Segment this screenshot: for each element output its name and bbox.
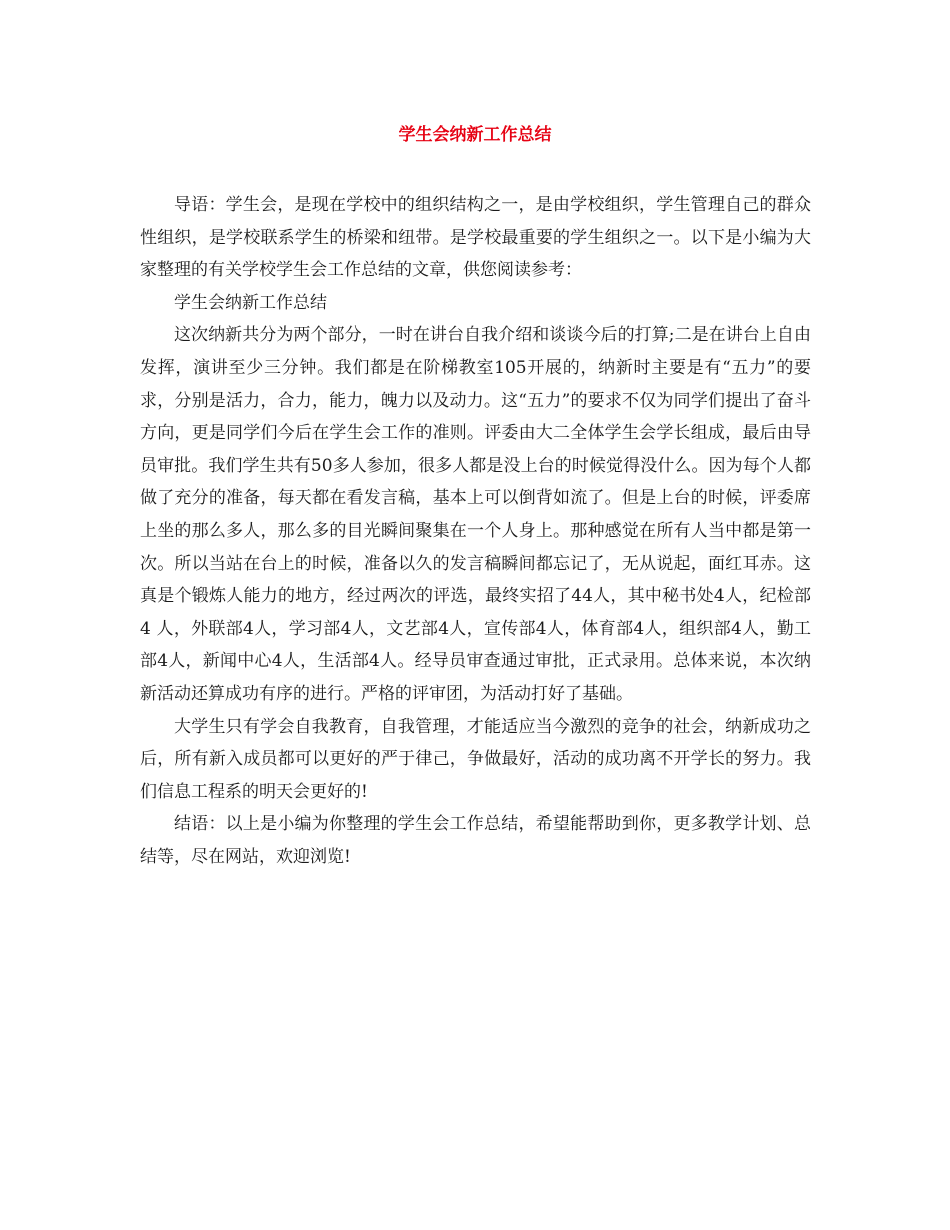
document-body — [140, 189, 811, 873]
intro-paragraph: 导语：学生会，是现在学校中的组织结构之一，是由学校组织，学生管理自己的群众性组织，是学校联系学生的桥梁和纽带。是学校最重要的学生组织之一。以下是小编为大家整理的有关学校学生会工作总结的文章，供您阅读参考： — [140, 195, 811, 281]
document-title: 学生会纳新工作总结 — [398, 125, 552, 145]
body-paragraph: 大学生只有学会自我教育，自我管理，才能适应当今激烈的竞争的社会，纳新成功之后，所有新入成员都可以更好的严于律己，争做最好，活动的成功离不开学长的努力。我们信息工程系的明天会更好的! — [140, 716, 811, 802]
body-paragraph: 这次纳新共分为两个部分，一时在讲台自我介绍和谈谈今后的打算;二是在讲台上自由发挥，演讲至少三分钟。我们都是在阶梯教室105开展的，纳新时主要是有“五力”的要求，分别是活力，合力，能力，魄力以及动力。这“五力”的要求不仅为同学们提出了奋斗方向，更是同学们今后在学生会工作的准则。评委由大二全体学生会学长组成，最后由导员审批。我们学生共有50多人参加，很多人都是没上台的时候觉得没什么。因为每个人都做了充分的准备，每天都在看发言稿，基本上可以倒背如流了。但是上台的时候，评委席上坐的那么多人，那么多的目光瞬间聚集在一个人身上。那种感觉在所有人当中都是第一次。所以当站在台上的时候，准备以久的发言稿瞬间都忘记了，无从说起，面红耳赤。这真是个锻炼人能力的地方，经过两次的评选，最终实招了44人，其中秘书处4人，纪检部4 人，外联部4人，学习部4人，文艺部4人，宣传部4人，体育部4人，组织部4人，勤工部4人，新闻中心4人，生活部4人。经导员审查通过审批，正式录用。总体来说，本次纳新活动还算成功有序的进行。严格的评审团，为活动打好了基础。 — [140, 325, 811, 704]
closing-paragraph: 结语：以上是小编为你整理的学生会工作总结，希望能帮助到你，更多教学计划、总结等，尽在网站，欢迎浏览! — [140, 814, 811, 867]
section-heading: 学生会纳新工作总结 — [174, 292, 327, 313]
